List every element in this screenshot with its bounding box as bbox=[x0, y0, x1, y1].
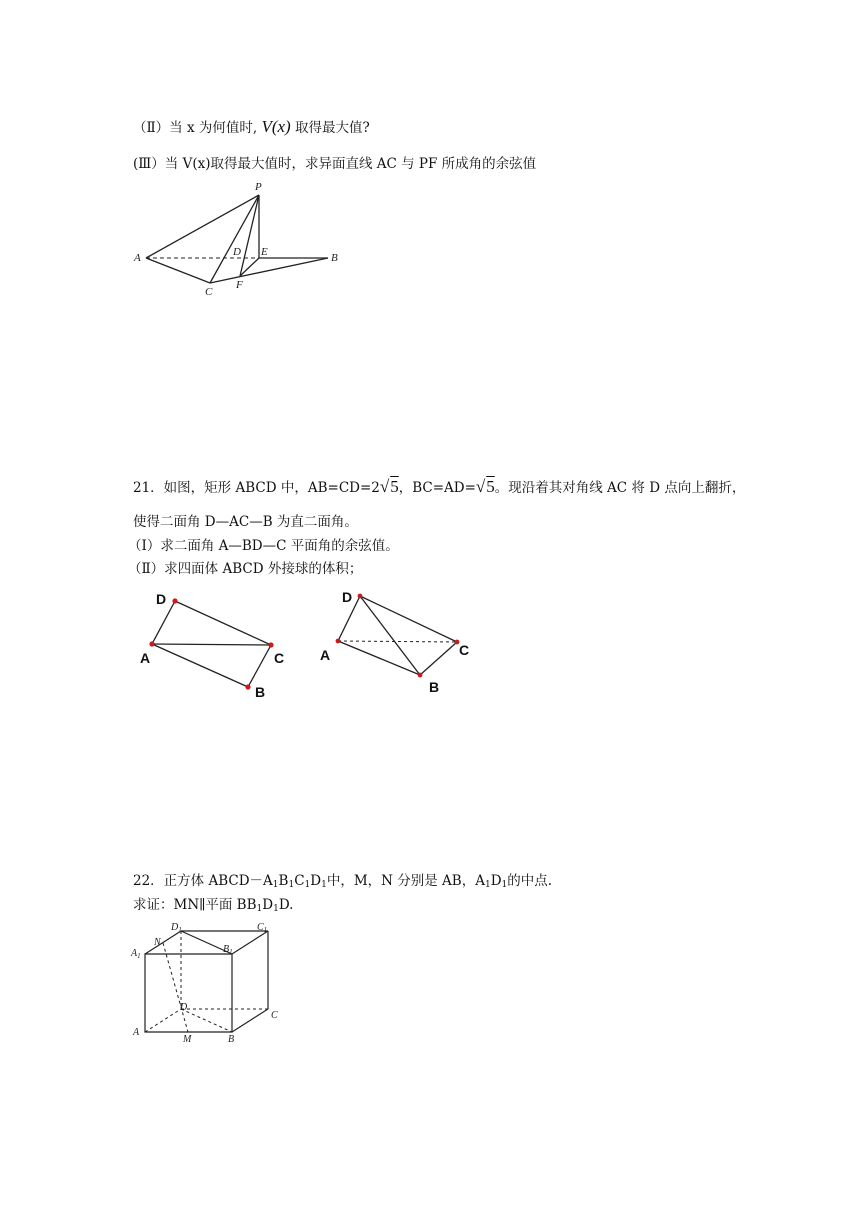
edge-dc bbox=[175, 601, 271, 645]
problem21-line1-mid: ，BC=AD= bbox=[398, 480, 476, 496]
pyramid-diagram bbox=[128, 178, 358, 303]
label-c: C bbox=[459, 642, 470, 658]
label-a: A bbox=[320, 647, 331, 663]
point-a bbox=[149, 641, 154, 646]
sqrt-symbol: √ bbox=[379, 477, 390, 496]
point-b bbox=[245, 684, 250, 689]
problem20-part2-suffix: 取得最大值? bbox=[295, 120, 370, 136]
subscript: 1 bbox=[501, 880, 508, 890]
sqrt-root5 bbox=[476, 477, 495, 496]
label-c: C bbox=[205, 286, 213, 298]
pyramid-figure bbox=[128, 178, 358, 307]
cube-diagram bbox=[128, 918, 288, 1048]
sqrt-2root5 bbox=[380, 477, 399, 496]
label-b1: $B_1$ bbox=[223, 944, 233, 956]
label-a: A bbox=[134, 252, 141, 264]
edge-cb bbox=[420, 642, 457, 675]
problem22-line2-c: D. bbox=[278, 897, 294, 913]
point-c bbox=[268, 642, 273, 647]
label-d1: $D_1$ bbox=[171, 922, 182, 934]
edge-bc bbox=[232, 1009, 268, 1032]
label-n: N bbox=[154, 937, 161, 948]
edge-ac-dashed bbox=[338, 641, 457, 642]
edge-fp bbox=[240, 195, 259, 276]
edge-a1d1 bbox=[145, 931, 181, 954]
problem22-line1-a: 22．正方体 ABCD－A bbox=[133, 873, 273, 889]
subscript: 1 bbox=[321, 880, 327, 890]
label-a1: $A_1$ bbox=[131, 948, 141, 960]
point-a bbox=[336, 639, 341, 644]
subscript: 1 bbox=[256, 904, 263, 914]
edge-cb bbox=[210, 258, 328, 283]
problem22-line1-d: D bbox=[310, 873, 322, 889]
label-f: F bbox=[236, 279, 243, 291]
edge-dc bbox=[360, 596, 457, 642]
edge-cb bbox=[248, 645, 271, 687]
cube-figure bbox=[128, 918, 288, 1052]
label-a: A bbox=[140, 650, 151, 666]
label-b: B bbox=[331, 252, 338, 264]
problem21-line1 bbox=[133, 478, 745, 497]
label-d: D bbox=[180, 1002, 188, 1013]
subscript: 1 bbox=[484, 880, 491, 890]
problem21-line1-suffix: 。现沿着其对角线 AC 将 D 点向上翻折， bbox=[494, 480, 746, 496]
edge-ad-dashed bbox=[145, 1009, 181, 1032]
subscript: 1 bbox=[304, 880, 311, 890]
tetrahedron-diagram bbox=[314, 585, 479, 703]
label-d: D bbox=[156, 591, 167, 607]
label-c: C bbox=[271, 1010, 278, 1021]
label-a: A bbox=[133, 1027, 140, 1038]
problem22-line1-b: B bbox=[278, 873, 289, 889]
rectangle-figure bbox=[136, 585, 301, 707]
edge-b1c1 bbox=[232, 931, 268, 954]
sqrt-radicand: 5 bbox=[390, 477, 399, 496]
edge-ac bbox=[146, 258, 210, 283]
problem20-part2-math: V(x) bbox=[261, 117, 291, 136]
problem22-line2-b: D bbox=[262, 897, 274, 913]
subscript: 1 bbox=[288, 880, 295, 890]
label-c1: $C_1$ bbox=[257, 922, 268, 934]
label-e: E bbox=[261, 246, 268, 258]
problem22-line1-e: 中，M，N 分别是 AB，A bbox=[326, 873, 485, 889]
problem20-part2 bbox=[133, 118, 370, 137]
subscript: 1 bbox=[272, 880, 279, 890]
sqrt-symbol: √ bbox=[475, 477, 486, 496]
problem20-part3: (Ⅲ）当 V(x)取得最大值时，求异面直线 AC 与 PF 所成角的余弦值 bbox=[133, 156, 537, 172]
label-c: C bbox=[274, 650, 285, 666]
problem21-part1: （Ⅰ）求二面角 A—BD—C 平面角的余弦值。 bbox=[128, 538, 399, 554]
point-b bbox=[418, 673, 423, 678]
problem21-line2: 使得二面角 D—AC—B 为直二面角。 bbox=[133, 514, 358, 530]
edge-ac bbox=[152, 644, 271, 645]
point-d bbox=[358, 594, 363, 599]
tetrahedron-figure bbox=[314, 585, 479, 707]
label-m: M bbox=[183, 1034, 192, 1045]
edge-db-dashed bbox=[181, 1009, 232, 1032]
label-b: B bbox=[228, 1034, 235, 1045]
problem20-part2-prefix: （Ⅱ）当 x 为何值时, bbox=[133, 120, 258, 136]
label-d: D bbox=[342, 589, 353, 605]
point-d bbox=[172, 598, 177, 603]
problem22-line2-a: 求证：MN∥平面 BB bbox=[133, 897, 257, 913]
subscript: 1 bbox=[273, 904, 279, 914]
problem21-part2: （Ⅱ）求四面体 ABCD 外接球的体积； bbox=[128, 561, 363, 577]
label-b: B bbox=[255, 684, 266, 700]
problem22-line1 bbox=[133, 872, 552, 894]
problem22-line2 bbox=[133, 896, 293, 918]
cube-front-face bbox=[145, 954, 232, 1032]
label-b: B bbox=[429, 679, 440, 695]
problem22-line1-c: C bbox=[294, 873, 305, 889]
sqrt-radicand: 5 bbox=[486, 477, 495, 496]
problem22-line1-g: 的中点. bbox=[507, 873, 553, 889]
edge-ab bbox=[152, 644, 248, 687]
problem21-line1-prefix: 21．如图，矩形 ABCD 中，AB=CD=2 bbox=[133, 480, 380, 496]
label-p: P bbox=[255, 181, 262, 193]
label-d: D bbox=[233, 246, 241, 258]
rectangle-diagram bbox=[136, 585, 301, 703]
edge-da bbox=[152, 601, 175, 644]
problem22-line1-f: D bbox=[490, 873, 502, 889]
